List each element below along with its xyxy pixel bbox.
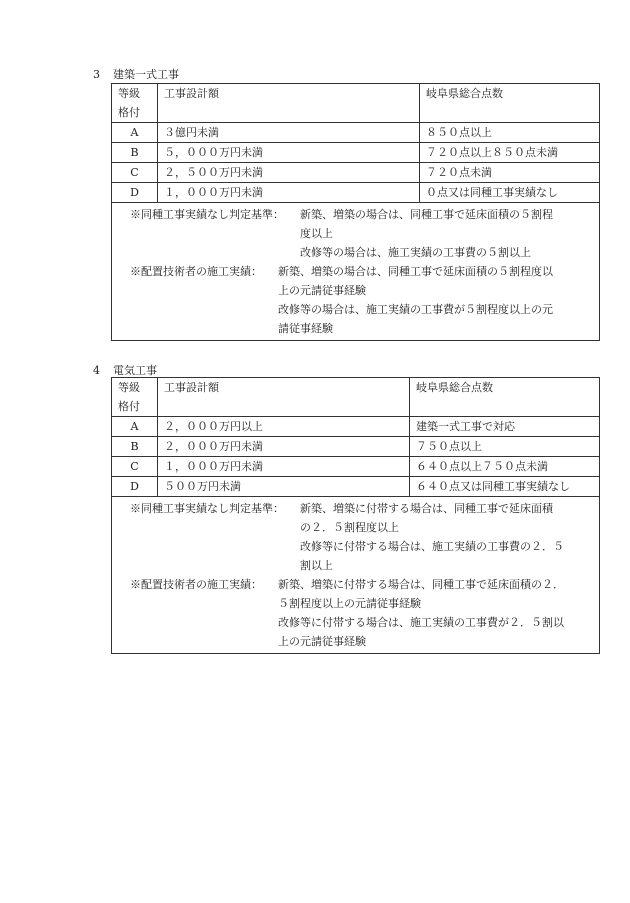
note-text: の２．５割程度以上 bbox=[300, 521, 399, 534]
score-cell: ７５０点以上 bbox=[410, 437, 600, 457]
note-text: 改修等に付帯する場合は、施工実績の工事費の２．５ bbox=[300, 540, 564, 553]
grade-cell: C bbox=[112, 457, 158, 477]
amount-cell: １，０００万円未満 bbox=[158, 457, 410, 477]
note-label-criteria: ※同種工事実績なし判定基準： bbox=[130, 502, 284, 515]
note-text: 請従事経験 bbox=[278, 322, 333, 335]
header-amount: 工事設計額 bbox=[158, 84, 420, 123]
score-cell: ７２０点未満 bbox=[420, 163, 600, 183]
score-cell: ６４０点又は同種工事実績なし bbox=[410, 477, 600, 497]
section-title-text: 電気工事 bbox=[113, 364, 157, 377]
amount-cell: ２，０００万円未満 bbox=[158, 437, 410, 457]
table-header-row bbox=[112, 378, 600, 417]
amount-cell: ２，５００万円未満 bbox=[158, 163, 420, 183]
note-label-engineer: ※配置技術者の施工実績： bbox=[130, 578, 262, 591]
grade-cell: D bbox=[112, 477, 158, 497]
grade-cell: C bbox=[112, 163, 158, 183]
note-text: 改修等の場合は、施工実績の工事費が５割程度以上の元 bbox=[278, 303, 553, 316]
header-score: 岐阜県総合点数 bbox=[420, 84, 600, 123]
header-grade: 等級 格付 bbox=[112, 84, 158, 123]
table-row bbox=[112, 183, 600, 203]
table-row bbox=[112, 437, 600, 457]
note-text: ５割程度以上の元請従事経験 bbox=[278, 597, 421, 610]
note-text: 度以上 bbox=[300, 227, 333, 240]
notes-row bbox=[112, 203, 600, 341]
note-text: 改修等に付帯する場合は、施工実績の工事費が２．５割以 bbox=[278, 616, 564, 629]
table-row bbox=[112, 457, 600, 477]
header-grade: 等級 格付 bbox=[112, 378, 158, 417]
note-text: 新築、増築の場合は、同種工事で延床面積の５割程度以 bbox=[278, 265, 553, 278]
note-label-criteria: ※同種工事実績なし判定基準： bbox=[130, 208, 284, 221]
header-score: 岐阜県総合点数 bbox=[410, 378, 600, 417]
table-header-row bbox=[112, 84, 600, 123]
table-row bbox=[112, 417, 600, 437]
score-cell: 建築一式工事で対応 bbox=[410, 417, 600, 437]
note-text: 改修等の場合は、施工実績の工事費の５割以上 bbox=[300, 246, 531, 259]
section-title-text: 建築一式工事 bbox=[113, 68, 179, 81]
table-row bbox=[112, 163, 600, 183]
table-row bbox=[112, 477, 600, 497]
note-text: 上の元請従事経験 bbox=[278, 284, 366, 297]
score-cell: ０点又は同種工事実績なし bbox=[420, 183, 600, 203]
section-number: 4 bbox=[93, 364, 100, 377]
grade-table-electrical bbox=[111, 377, 600, 654]
section-title-electrical bbox=[93, 362, 157, 378]
header-amount: 工事設計額 bbox=[158, 378, 410, 417]
notes-cell bbox=[112, 203, 600, 341]
section-title-building bbox=[93, 66, 179, 82]
notes-row bbox=[112, 497, 600, 654]
amount-cell: １，０００万円未満 bbox=[158, 183, 420, 203]
grade-cell: D bbox=[112, 183, 158, 203]
note-label-engineer: ※配置技術者の施工実績： bbox=[130, 265, 262, 278]
table-row bbox=[112, 123, 600, 143]
amount-cell: ２，０００万円以上 bbox=[158, 417, 410, 437]
amount-cell: ５００万円未満 bbox=[158, 477, 410, 497]
grade-cell: A bbox=[112, 417, 158, 437]
notes-cell bbox=[112, 497, 600, 654]
score-cell: ７２０点以上８５０点未満 bbox=[420, 143, 600, 163]
grade-cell: B bbox=[112, 143, 158, 163]
amount-cell: ５，０００万円未満 bbox=[158, 143, 420, 163]
grade-cell: A bbox=[112, 123, 158, 143]
amount-cell: ３億円未満 bbox=[158, 123, 420, 143]
score-cell: ６４０点以上７５０点未満 bbox=[410, 457, 600, 477]
score-cell: ８５０点以上 bbox=[420, 123, 600, 143]
grade-table-building bbox=[111, 83, 600, 341]
note-text: 新築、増築の場合は、同種工事で延床面積の５割程 bbox=[300, 208, 553, 221]
note-text: 割以上 bbox=[300, 559, 333, 572]
note-text: 新築、増築に付帯する場合は、同種工事で延床面積 bbox=[300, 502, 553, 515]
note-text: 新築、増築に付帯する場合は、同種工事で延床面積の２． bbox=[278, 578, 564, 591]
grade-cell: B bbox=[112, 437, 158, 457]
section-number: 3 bbox=[93, 68, 100, 81]
note-text: 上の元請従事経験 bbox=[278, 635, 366, 648]
table-row bbox=[112, 143, 600, 163]
